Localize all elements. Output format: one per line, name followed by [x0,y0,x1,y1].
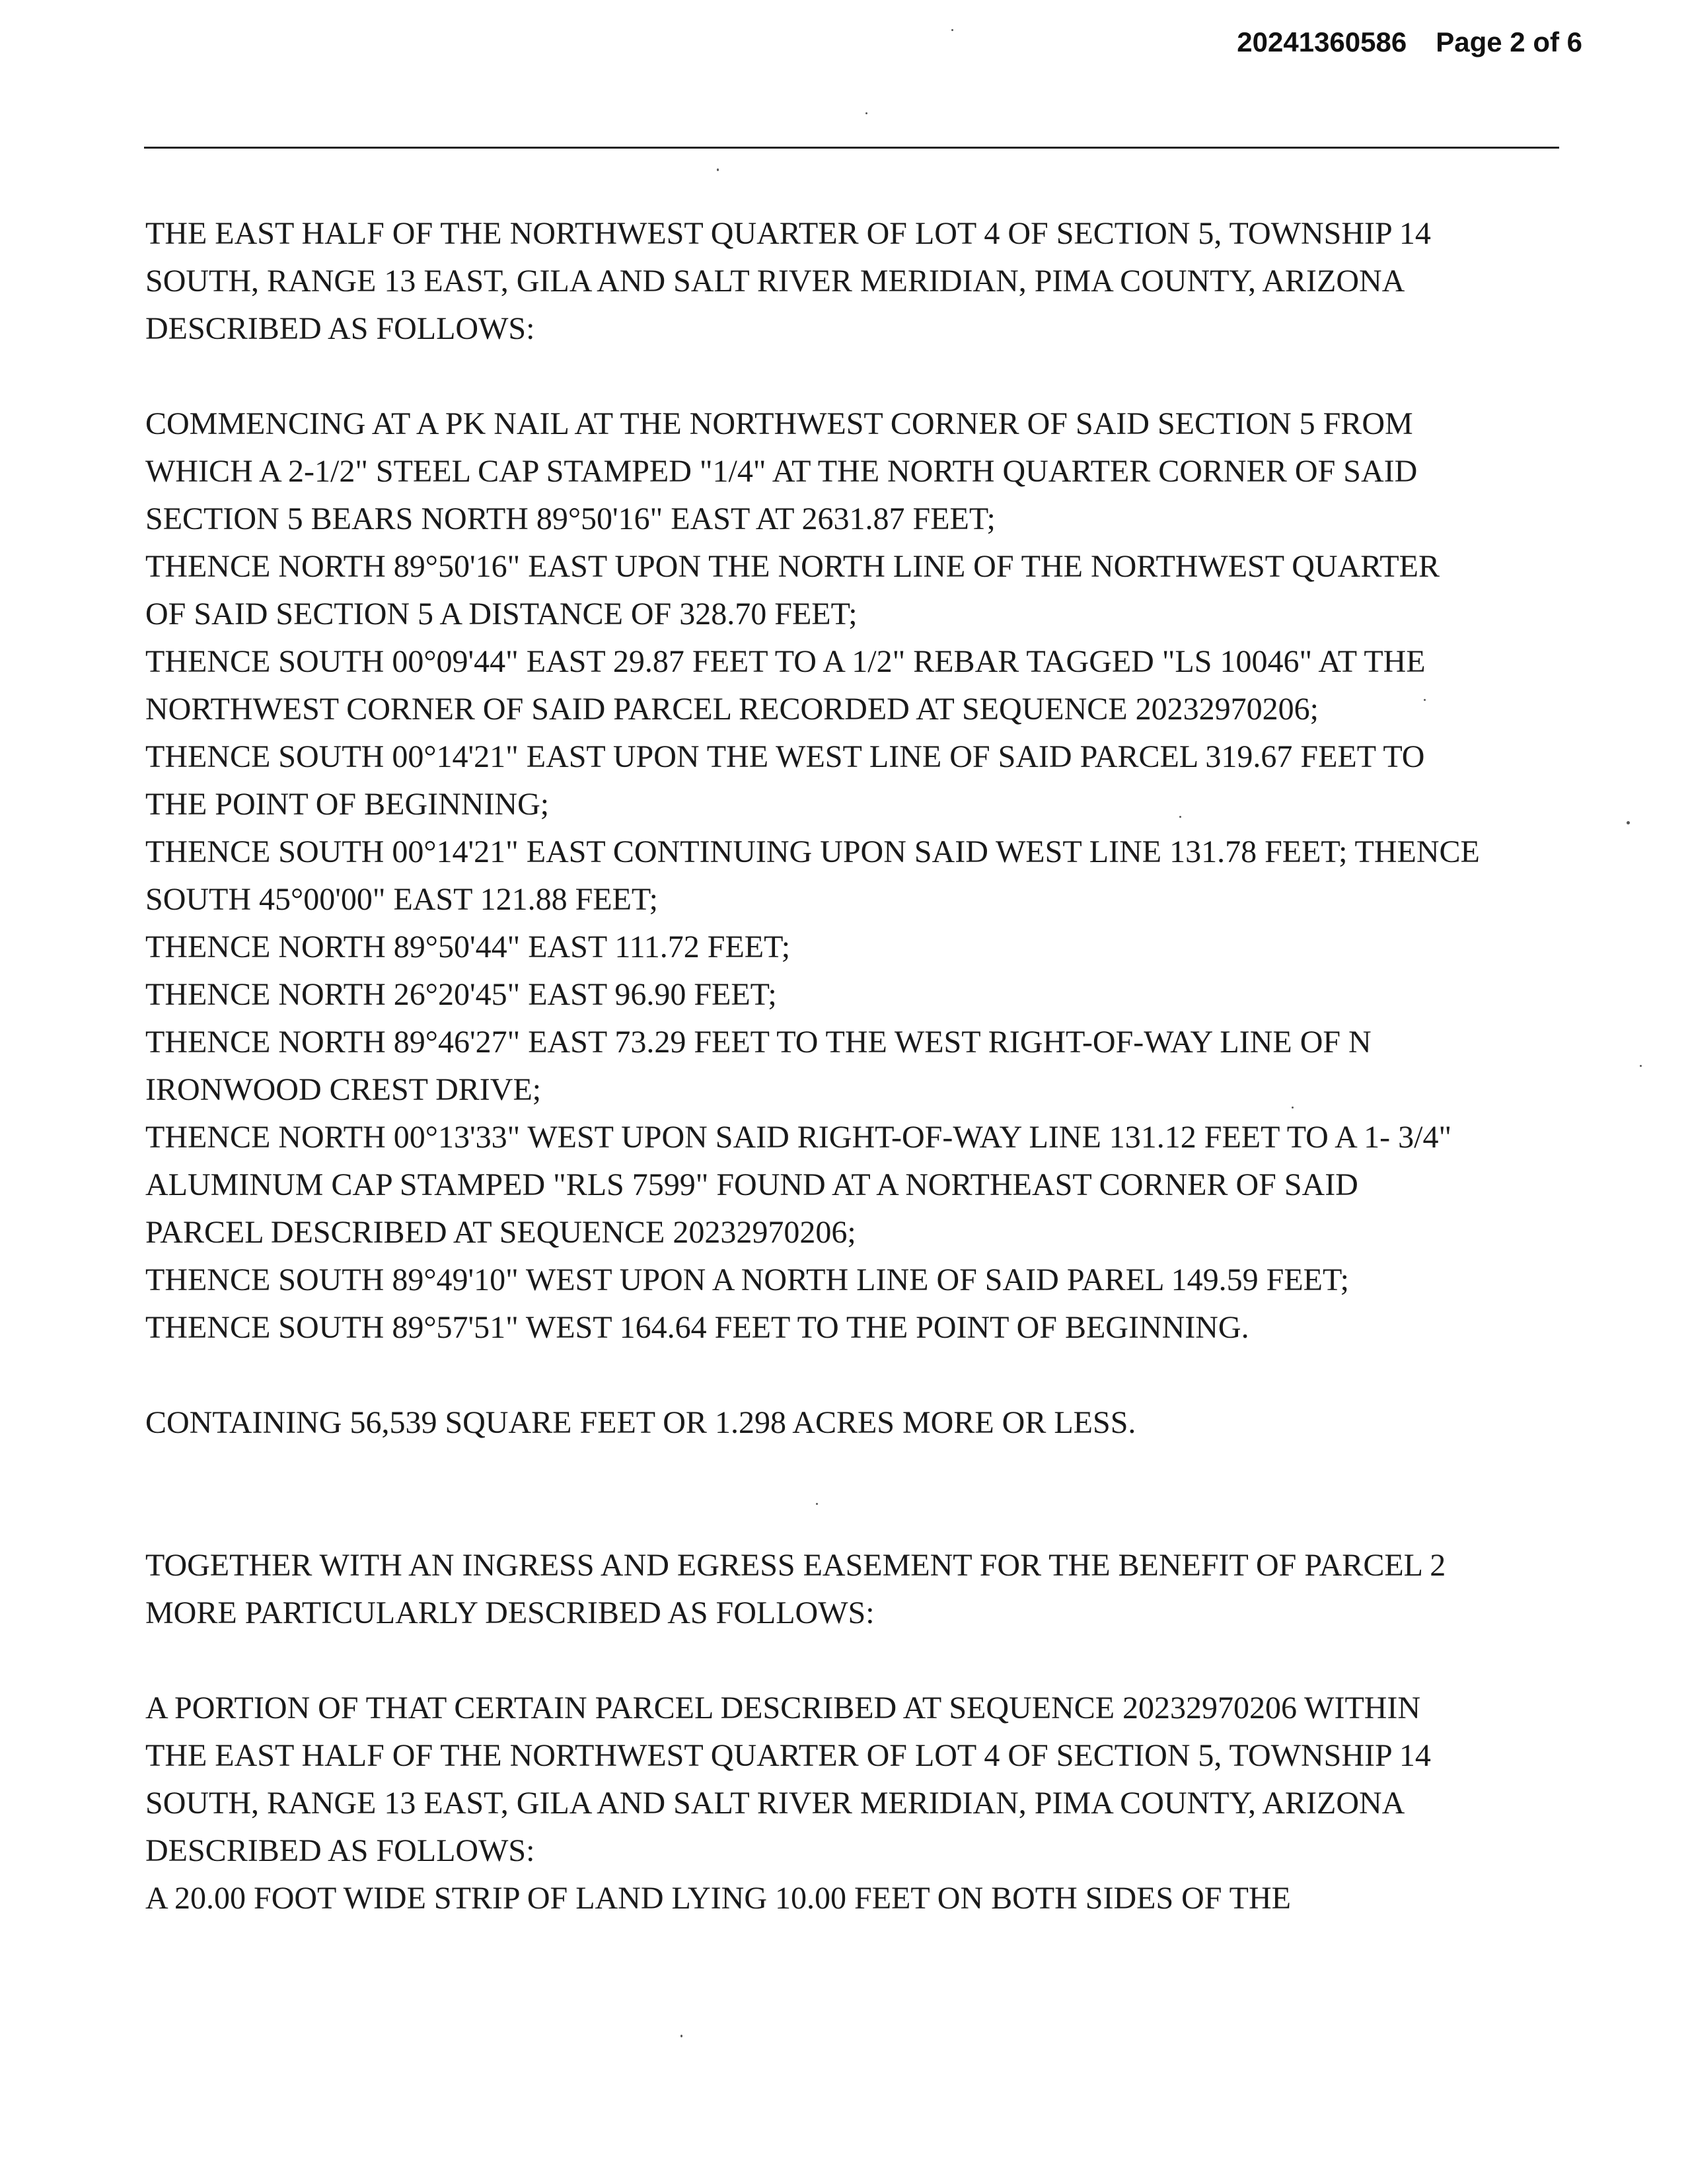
scan-speck [1424,699,1426,701]
text-line: TOGETHER WITH AN INGRESS AND EGRESS EASEMENT FOR THE BENEFIT OF PARCEL 2 [145,1548,1446,1583]
page-number: Page 2 of 6 [1436,26,1582,57]
text-line: THE EAST HALF OF THE NORTHWEST QUARTER OF LOT 4 OF SECTION 5, TOWNSHIP 14 [145,1738,1431,1773]
text-line: SOUTH 45°00'00" EAST 121.88 FEET; [145,882,658,917]
document-number: 20241360586 [1237,26,1407,57]
text-line: THE EAST HALF OF THE NORTHWEST QUARTER OF LOT 4 OF SECTION 5, TOWNSHIP 14 [145,216,1431,251]
scan-speck [816,1503,818,1505]
text-line: PARCEL DESCRIBED AT SEQUENCE 20232970206; [145,1215,856,1250]
text-line: THENCE SOUTH 00°14'21" EAST CONTINUING UPON SAID WEST LINE 131.78 FEET; THENCE [145,834,1480,869]
scan-speck [1179,816,1181,818]
text-line: THENCE NORTH 00°13'33" WEST UPON SAID RIGHT-OF-WAY LINE 131.12 FEET TO A 1- 3/4" [145,1120,1452,1155]
text-line: THENCE SOUTH 00°14'21" EAST UPON THE WEST LINE OF SAID PARCEL 319.67 FEET TO [145,739,1425,774]
paragraph-easement [145,1542,1559,1637]
header-divider [144,147,1559,149]
text-line: THENCE SOUTH 00°09'44" EAST 29.87 FEET TO A 1/2" REBAR TAGGED "LS 10046" AT THE [145,644,1426,679]
scan-speck [680,2035,682,2037]
text-line: THENCE NORTH 89°46'27" EAST 73.29 FEET TO THE WEST RIGHT-OF-WAY LINE OF N [145,1025,1372,1060]
text-line: ALUMINUM CAP STAMPED "RLS 7599" FOUND AT A NORTHEAST CORNER OF SAID [145,1167,1358,1202]
text-line: THENCE NORTH 26°20'45" EAST 96.90 FEET; [145,977,777,1012]
scan-speck [1640,1065,1642,1067]
paragraph-metes-and-bounds [145,400,1559,1352]
text-line: THENCE NORTH 89°50'44" EAST 111.72 FEET; [145,929,791,965]
paragraph-easement-description [145,1685,1559,1922]
text-line: THENCE SOUTH 89°49'10" WEST UPON A NORTH LINE OF SAID PAREL 149.59 FEET; [145,1262,1349,1297]
text-line: THENCE NORTH 89°50'16" EAST UPON THE NORTH LINE OF THE NORTHWEST QUARTER [145,549,1440,584]
scan-speck [1627,821,1630,824]
text-line: THENCE SOUTH 89°57'51" WEST 164.64 FEET TO THE POINT OF BEGINNING. [145,1310,1249,1345]
legal-description [145,210,1559,1922]
scan-speck [1292,1107,1294,1109]
text-line: THE POINT OF BEGINNING; [145,787,550,822]
text-line: DESCRIBED AS FOLLOWS: [145,1833,535,1868]
text-line: A 20.00 FOOT WIDE STRIP OF LAND LYING 10.00 FEET ON BOTH SIDES OF THE [145,1881,1291,1916]
text-line: DESCRIBED AS FOLLOWS: [145,311,535,346]
text-line: OF SAID SECTION 5 A DISTANCE OF 328.70 FEET; [145,597,858,632]
text-line: A PORTION OF THAT CERTAIN PARCEL DESCRIBED AT SEQUENCE 20232970206 WITHIN [145,1691,1421,1726]
scan-speck [951,29,953,31]
text-line: WHICH A 2-1/2" STEEL CAP STAMPED "1/4" AT THE NORTH QUARTER CORNER OF SAID [145,454,1418,489]
text-line: CONTAINING 56,539 SQUARE FEET OR 1.298 ACRES MORE OR LESS. [145,1405,1136,1440]
scan-speck [865,112,867,114]
text-line: IRONWOOD CREST DRIVE; [145,1072,542,1107]
text-line: NORTHWEST CORNER OF SAID PARCEL RECORDED AT SEQUENCE 20232970206; [145,692,1319,727]
page-header [1237,26,1582,58]
text-line: SOUTH, RANGE 13 EAST, GILA AND SALT RIVER MERIDIAN, PIMA COUNTY, ARIZONA [145,264,1405,299]
text-line: MORE PARTICULARLY DESCRIBED AS FOLLOWS: [145,1595,875,1630]
paragraph-parcel-location [145,210,1559,353]
text-line: SECTION 5 BEARS NORTH 89°50'16" EAST AT 2631.87 FEET; [145,501,996,536]
scan-speck [717,168,719,171]
paragraph-area [145,1399,1559,1447]
text-line: COMMENCING AT A PK NAIL AT THE NORTHWEST CORNER OF SAID SECTION 5 FROM [145,406,1413,441]
text-line: SOUTH, RANGE 13 EAST, GILA AND SALT RIVER MERIDIAN, PIMA COUNTY, ARIZONA [145,1786,1405,1821]
